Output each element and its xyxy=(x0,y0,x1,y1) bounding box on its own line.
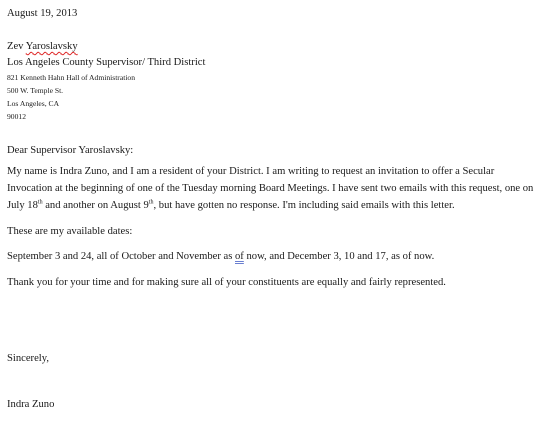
recipient-title: Los Angeles County Supervisor/ Third District xyxy=(7,57,206,68)
recipient-name xyxy=(7,40,78,53)
grammar-flagged-word: of xyxy=(235,251,244,262)
paragraph-dates-intro: These are my available dates: xyxy=(7,226,133,237)
superscript-th-2: th xyxy=(148,199,154,206)
salutation: Dear Supervisor Yaroslavsky: xyxy=(7,145,134,156)
superscript-th-1: th xyxy=(37,199,43,206)
paragraph-thanks: Thank you for your time and for making sure all of your constituents are equally and fairly represented. xyxy=(7,277,446,288)
paragraph-dates xyxy=(7,250,434,263)
closing: Sincerely, xyxy=(7,353,49,364)
address-line-4: 90012 xyxy=(7,112,26,121)
paragraph-request-part1: My name is Indra Zuno, and I am a resident of your District. I am writing to request an invitation to offer a Secular Invocation at the beginning of one of the Tuesday morning Board Meetings. I have sent two emails with this request, one on July 18 xyxy=(7,166,534,211)
paragraph-request xyxy=(7,163,535,214)
address-line-3: Los Angeles, CA xyxy=(7,99,60,108)
paragraph-request-part2: and another on August 9 xyxy=(42,200,149,211)
signature-name: Indra Zuno xyxy=(7,399,55,410)
recipient-first-name: Zev xyxy=(7,41,24,52)
address-line-2: 500 W. Temple St. xyxy=(7,86,64,95)
paragraph-dates-part2: now, and December 3, 10 and 17, as of now. xyxy=(243,251,435,262)
address-line-1: 821 Kenneth Hahn Hall of Administration xyxy=(7,73,136,82)
letter-date: August 19, 2013 xyxy=(7,8,78,19)
recipient-last-name: Yaroslavsky xyxy=(25,41,78,52)
paragraph-request-part3: , but have gotten no response. I'm including said emails with this letter. xyxy=(153,200,455,211)
paragraph-dates-part1: September 3 and 24, all of October and November as xyxy=(7,251,235,262)
